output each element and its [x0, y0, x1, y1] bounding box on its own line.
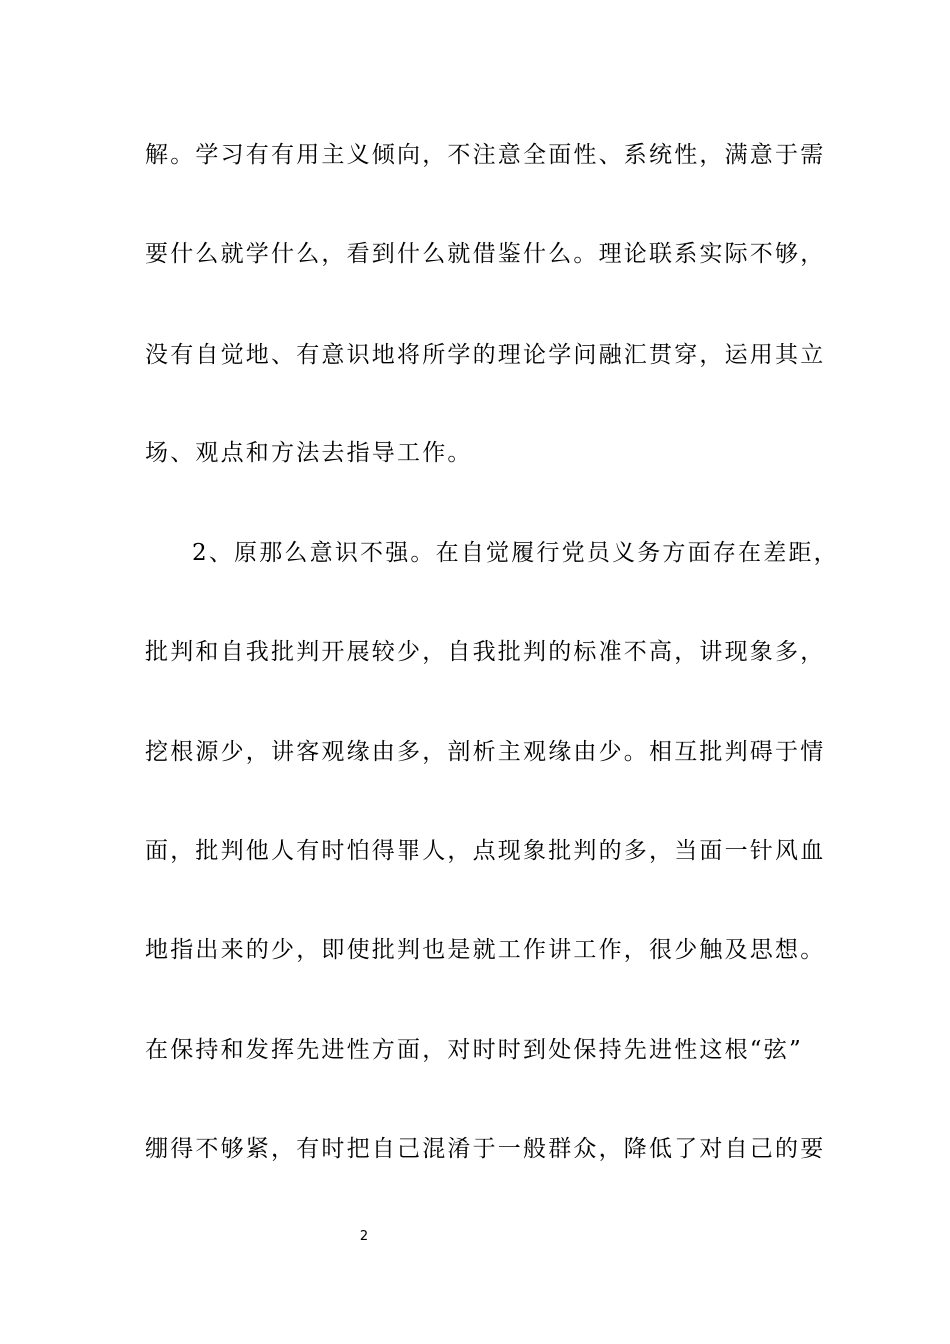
text-line-11: 绷得不够紧，有时把自己混淆于一般群众，降低了对自己的要	[145, 1136, 826, 1162]
text-line-9: 地指出来的少，即使批判也是就工作讲工作，很少触及思想。	[145, 937, 826, 963]
page-number: 2	[359, 1229, 369, 1244]
text-line-10: 在保持和发挥先进性方面，对时时到处保持先进性这根“弦”	[145, 1037, 803, 1063]
text-line-2: 要什么就学什么，看到什么就借鉴什么。理论联系实际不够，	[145, 241, 826, 267]
text-line-7: 挖根源少，讲客观缘由多，剖析主观缘由少。相互批判碍于情	[145, 739, 826, 765]
text-line-4: 场、观点和方法去指导工作。	[145, 440, 473, 466]
text-line-8: 面，批判他人有时怕得罪人，点现象批判的多，当面一针风血	[145, 838, 826, 864]
text-line-6: 批判和自我批判开展较少，自我批判的标准不高，讲现象多，	[145, 639, 826, 665]
text-line-5: 2、原那么意识不强。在自觉履行党员义务方面存在差距，	[192, 540, 839, 566]
text-line-1: 解。学习有有用主义倾向，不注意全面性、系统性，满意于需	[145, 142, 826, 168]
text-line-3: 没有自觉地、有意识地将所学的理论学问融汇贯穿，运用其立	[145, 342, 826, 368]
